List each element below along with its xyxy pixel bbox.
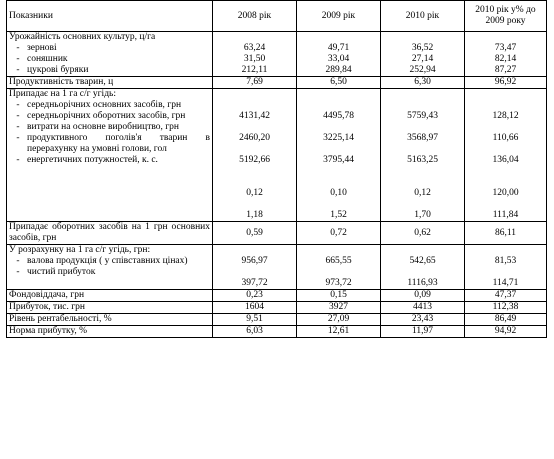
per-ha-calc-row <box>7 245 547 290</box>
value: 252,94 <box>409 65 436 75</box>
value: 0,15 <box>297 290 381 302</box>
per-ha-2009-cell <box>297 89 381 222</box>
yield-item-sunflower <box>9 54 210 65</box>
header-2008: 2008 рік <box>213 1 297 32</box>
value: 120,00 <box>492 188 519 198</box>
productivity-row <box>7 77 547 89</box>
per-ha-label-cell <box>7 89 213 222</box>
per-ha-calc-2009-cell <box>297 245 381 290</box>
yield-label-cell <box>7 32 213 77</box>
value: 136,04 <box>492 155 519 165</box>
header-indicator: Показники <box>7 1 213 32</box>
value: 4495,78 <box>323 111 354 121</box>
value: 1,18 <box>246 210 263 220</box>
value: 114,71 <box>492 278 519 288</box>
dash-marker: - <box>16 100 20 110</box>
value: 128,12 <box>492 111 519 121</box>
value: 86,49 <box>465 314 547 326</box>
per-ha-item-label: середньорічних основних засобів, грн <box>27 100 182 110</box>
value: 36,52 <box>411 43 434 53</box>
value: 6,50 <box>297 77 381 89</box>
value: 27,09 <box>297 314 381 326</box>
value: 9,51 <box>213 314 297 326</box>
per-ha-item-livestock <box>9 133 210 155</box>
value: 110,66 <box>492 133 519 143</box>
value: 397,72 <box>241 278 268 288</box>
value: 0,62 <box>381 222 465 245</box>
value: 6,03 <box>213 326 297 338</box>
value: 3927 <box>297 302 381 314</box>
yield-2008-cell <box>213 32 297 77</box>
value: 973,72 <box>325 278 352 288</box>
value: 0,09 <box>381 290 465 302</box>
profitability-row <box>7 314 547 326</box>
per-ha-calc-item-label: чистий прибуток <box>27 267 96 277</box>
header-2009: 2009 рік <box>297 1 381 32</box>
header-2010: 2010 рік <box>381 1 465 32</box>
yield-title: Урожайність основних культур, ц/га <box>9 32 156 42</box>
value: 0,10 <box>330 188 347 198</box>
value: 0,23 <box>213 290 297 302</box>
profit-rate-row <box>7 326 547 338</box>
value: 81,53 <box>494 256 517 266</box>
dash-marker: - <box>16 256 20 266</box>
value: 86,11 <box>465 222 547 245</box>
yield-row <box>7 32 547 77</box>
value: 12,61 <box>297 326 381 338</box>
value: 3225,14 <box>323 133 354 143</box>
dash-marker: - <box>16 54 20 64</box>
value: 665,55 <box>325 256 352 266</box>
value: 1116,93 <box>407 278 438 288</box>
dash-marker: - <box>16 133 20 143</box>
dash-marker: - <box>16 155 20 165</box>
yield-item-label: зернові <box>27 43 57 53</box>
header-row <box>7 1 547 32</box>
per-ha-item-energy <box>9 155 210 166</box>
per-ha-ratio-cell <box>465 89 547 222</box>
value: 31,50 <box>243 54 266 64</box>
per-ha-row <box>7 89 547 222</box>
dash-marker: - <box>16 43 20 53</box>
capital-intensity-row <box>7 290 547 302</box>
value: 2460,20 <box>239 133 270 143</box>
per-ha-calc-label-cell <box>7 245 213 290</box>
value: 94,92 <box>465 326 547 338</box>
value: 0,72 <box>297 222 381 245</box>
per-ha-item-costs <box>9 122 210 133</box>
value: 212,11 <box>241 65 268 75</box>
value: 6,30 <box>381 77 465 89</box>
value: 111,84 <box>492 210 519 220</box>
row-label: Продуктивність тварин, ц <box>7 77 213 89</box>
row-label: Норма прибутку, % <box>7 326 213 338</box>
value: 956,97 <box>241 256 268 266</box>
indicators-table <box>6 0 547 338</box>
row-label: Фондовіддача, грн <box>7 290 213 302</box>
yield-item-label: цукрові буряки <box>27 65 89 75</box>
value: 3795,44 <box>323 155 354 165</box>
value: 112,38 <box>465 302 547 314</box>
value: 5759,43 <box>407 111 438 121</box>
value: 0,12 <box>246 188 263 198</box>
value: 23,43 <box>381 314 465 326</box>
value: 96,92 <box>465 77 547 89</box>
value: 542,65 <box>409 256 436 266</box>
value: 63,24 <box>243 43 266 53</box>
per-ha-item-label: енергетичних потужностей, к. с. <box>27 155 158 165</box>
yield-item-sugarbeet <box>9 65 210 76</box>
per-ha-calc-title: У розрахунку на 1 га с/г угідь, грн: <box>9 245 151 255</box>
value: 1,70 <box>414 210 431 220</box>
value: 27,14 <box>411 54 434 64</box>
dash-marker: - <box>16 111 20 121</box>
per-ha-item-label: витрати на основне виробництво, грн <box>27 122 179 132</box>
value: 73,47 <box>494 43 517 53</box>
value: 1,52 <box>330 210 347 220</box>
dash-marker: - <box>16 267 20 277</box>
row-label: Припадає оборотних засобів на 1 грн основних засобів, грн <box>7 222 213 245</box>
per-ha-calc-2008-cell <box>213 245 297 290</box>
yield-ratio-cell <box>465 32 547 77</box>
value: 5163,25 <box>407 155 438 165</box>
per-ha-calc-2010-cell <box>381 245 465 290</box>
value: 4131,42 <box>239 111 270 121</box>
header-ratio: 2010 рік у% до 2009 року <box>465 1 547 32</box>
row-label: Прибуток, тис. грн <box>7 302 213 314</box>
value: 0,59 <box>213 222 297 245</box>
per-ha-item-working-assets <box>9 111 210 122</box>
value: 1604 <box>213 302 297 314</box>
per-ha-item-label: середньорічних оборотних засобів, грн <box>27 111 186 121</box>
value: 33,04 <box>327 54 350 64</box>
value: 4413 <box>381 302 465 314</box>
value: 0,12 <box>414 188 431 198</box>
value: 3568,97 <box>407 133 438 143</box>
per-ha-calc-item-label: валова продукція ( у співставних цінах) <box>27 256 188 266</box>
per-ha-2008-cell <box>213 89 297 222</box>
per-ha-2010-cell <box>381 89 465 222</box>
per-ha-calc-item-net-profit <box>9 267 210 278</box>
yield-item-label: соняшник <box>27 54 68 64</box>
value: 7,69 <box>213 77 297 89</box>
row-label: Рівень рентабельності, % <box>7 314 213 326</box>
value: 49,71 <box>327 43 350 53</box>
per-ha-item-fixed-assets <box>9 100 210 111</box>
profit-row <box>7 302 547 314</box>
yield-2009-cell <box>297 32 381 77</box>
value: 87,27 <box>494 65 517 75</box>
value: 11,97 <box>381 326 465 338</box>
per-ha-item-label: продуктивного поголів'я тварин в перерахунку на умовні голови, гол <box>27 133 210 154</box>
yield-2010-cell <box>381 32 465 77</box>
per-ha-calc-item-gross <box>9 256 210 267</box>
per-ha-calc-ratio-cell <box>465 245 547 290</box>
value: 47,37 <box>465 290 547 302</box>
working-capital-row <box>7 222 547 245</box>
yield-item-grain <box>9 43 210 54</box>
value: 5192,66 <box>239 155 270 165</box>
value: 289,84 <box>325 65 352 75</box>
dash-marker: - <box>16 65 20 75</box>
value: 82,14 <box>494 54 517 64</box>
per-ha-title: Припадає на 1 га с/г угідь: <box>9 89 117 99</box>
dash-marker: - <box>16 122 20 132</box>
